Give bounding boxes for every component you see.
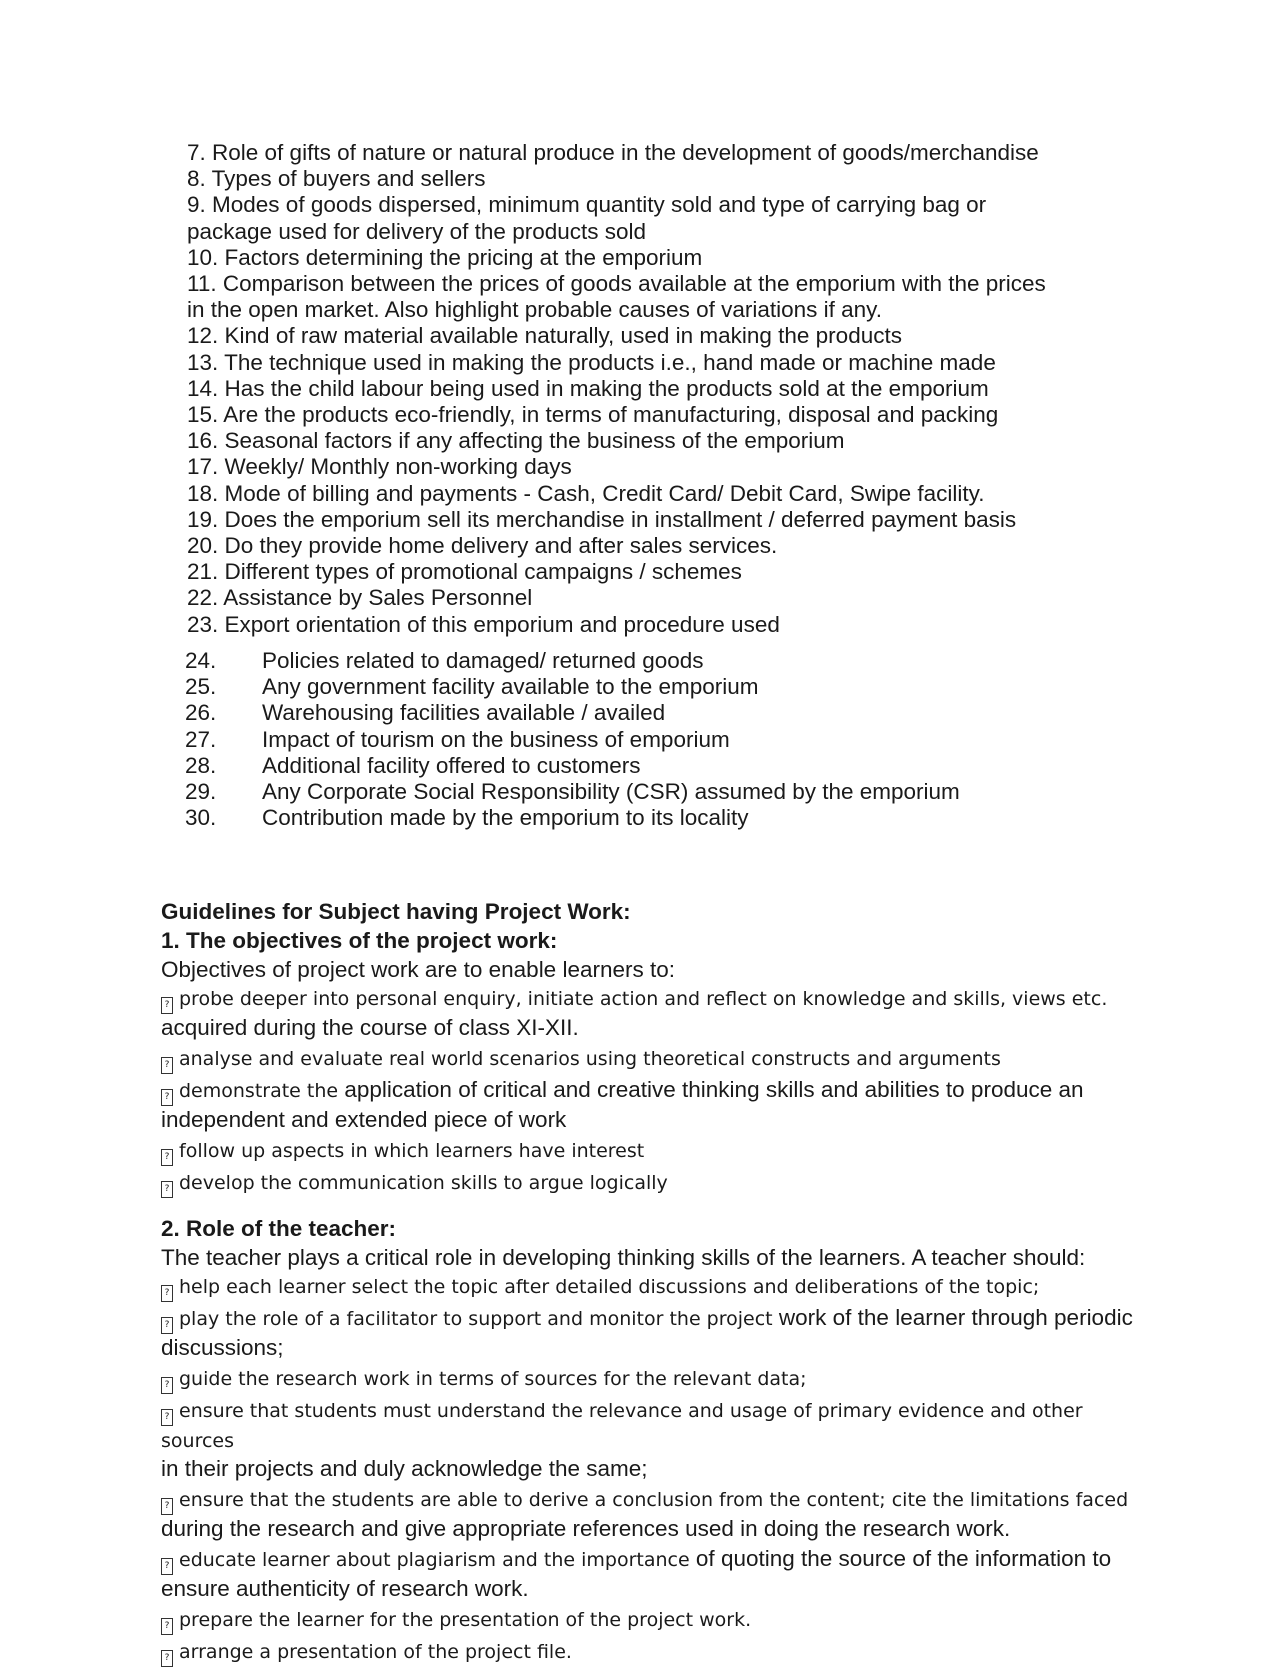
item-text: Any government facility available to the emporium — [262, 674, 759, 700]
missing-glyph-icon: ? — [161, 1498, 173, 1515]
missing-glyph-icon: ? — [161, 1089, 173, 1106]
list-item: 21. Different types of promotional campaigns / schemes — [187, 559, 742, 585]
list-item: 18. Mode of billing and payments - Cash, Credit Card/ Debit Card, Swipe facility. — [187, 480, 985, 506]
list-item: 13. The technique used in making the products i.e., hand made or machine made — [187, 349, 996, 375]
item-text: Impact of tourism on the business of emporium — [262, 726, 730, 752]
item-number: 25. — [185, 674, 217, 700]
missing-glyph-icon: ? — [161, 1317, 173, 1334]
teacher-bullet: ? guide the research work in terms of sources for the relevant data; — [161, 1364, 1161, 1394]
objectives-intro: Objectives of project work are to enable learners to: — [161, 957, 676, 982]
missing-glyph-icon: ? — [161, 1409, 173, 1426]
item-number: 28. — [185, 752, 217, 778]
objective-bullet: ? develop the communication skills to argue logically — [161, 1168, 1161, 1198]
list-item: package used for delivery of the products sold — [187, 218, 647, 244]
item-number: 30. — [185, 805, 217, 831]
list-item — [185, 805, 1085, 831]
list-item: 9. Modes of goods dispersed, minimum quantity sold and type of carrying bag or — [187, 192, 987, 218]
list-item: 23. Export orientation of this emporium and procedure used — [187, 611, 780, 637]
objective-bullet: ? demonstrate the application of critical and creative thinking skills and abilities to produce an independent and extended piece of work — [161, 1077, 1084, 1132]
list-item: 7. Role of gifts of nature or natural produce in the development of goods/merchandise — [187, 140, 1039, 165]
list-item: in the open market. Also highlight probable causes of variations if any. — [187, 297, 882, 323]
objective-bullet: ? follow up aspects in which learners have interest — [161, 1136, 1161, 1166]
item-text: Contribution made by the emporium to its locality — [262, 805, 749, 831]
missing-glyph-icon: ? — [161, 997, 173, 1014]
missing-glyph-icon: ? — [161, 1558, 173, 1575]
item-number: 24. — [185, 648, 217, 673]
guidelines-section — [161, 898, 1161, 1669]
list-item: 22. Assistance by Sales Personnel — [187, 585, 533, 611]
missing-glyph-icon: ? — [161, 1181, 173, 1198]
list-item — [185, 727, 1085, 753]
objectives-heading: 1. The objectives of the project work: — [161, 928, 558, 953]
item-number: 26. — [185, 700, 217, 726]
list-item: 20. Do they provide home delivery and after sales services. — [187, 533, 778, 559]
objective-bullet: ? analyse and evaluate real world scenarios using theoretical constructs and arguments — [161, 1044, 1161, 1074]
list-item — [185, 674, 1085, 700]
teacher-bullet: ? play the role of a facilitator to support and monitor the project work of the learner through periodic discussions; — [161, 1305, 1133, 1360]
item-number: 29. — [185, 779, 217, 805]
missing-glyph-icon: ? — [161, 1149, 173, 1166]
item-text: Additional facility offered to customers — [262, 752, 641, 778]
teacher-bullet: ? ensure that students must understand the relevance and usage of primary evidence and other sources in their projects and duly acknowledge the same; — [161, 1400, 1083, 1481]
list-item — [185, 700, 1085, 726]
teacher-bullet: ? help each learner select the topic after detailed discussions and deliberations of the topic; — [161, 1272, 1161, 1302]
teacher-bullet: ? ensure that the students are able to derive a conclusion from the content; cite the limitations faced during the research and give appropriate references used in doing the research work. — [161, 1489, 1129, 1541]
objective-bullet: ? probe deeper into personal enquiry, initiate action and reflect on knowledge and skills, views etc. acquired during the course of class XI-XII. — [161, 988, 1108, 1040]
list-item: 16. Seasonal factors if any affecting the business of the emporium — [187, 428, 845, 454]
section-heading: Guidelines for Subject having Project Work: — [161, 899, 631, 924]
list-item: 19. Does the emporium sell its merchandise in installment / deferred payment basis — [187, 506, 1017, 532]
list-item: 8. Types of buyers and sellers — [187, 166, 486, 192]
list-item — [185, 753, 1085, 779]
teacher-intro: The teacher plays a critical role in developing thinking skills of the learners. A teacher should: — [161, 1245, 1086, 1270]
teacher-bullet: ? educate learner about plagiarism and the importance of quoting the source of the information to ensure authenticity of research work. — [161, 1546, 1112, 1601]
list-item — [185, 779, 1085, 805]
item-number: 27. — [185, 726, 217, 752]
teacher-heading: 2. Role of the teacher: — [161, 1216, 397, 1241]
list-item: 11. Comparison between the prices of goods available at the emporium with the prices — [187, 271, 1046, 297]
missing-glyph-icon: ? — [161, 1057, 173, 1074]
study-points-table — [185, 648, 1085, 831]
missing-glyph-icon: ? — [161, 1377, 173, 1394]
list-item: 10. Factors determining the pricing at the emporium — [187, 244, 703, 270]
list-item: 14. Has the child labour being used in making the products sold at the emporium — [187, 375, 989, 401]
teacher-bullet: ? arrange a presentation of the project file. — [161, 1637, 1161, 1667]
item-text: Policies related to damaged/ returned goods — [262, 648, 704, 673]
list-item: 12. Kind of raw material available naturally, used in making the products — [187, 323, 902, 349]
list-item: 15. Are the products eco-friendly, in terms of manufacturing, disposal and packing — [187, 402, 999, 428]
list-item — [185, 648, 1085, 674]
study-points-list — [187, 140, 1087, 638]
list-item: 17. Weekly/ Monthly non-working days — [187, 454, 572, 480]
missing-glyph-icon: ? — [161, 1285, 173, 1302]
missing-glyph-icon: ? — [161, 1618, 173, 1635]
missing-glyph-icon: ? — [161, 1650, 173, 1667]
teacher-bullet: ? prepare the learner for the presentation of the project work. — [161, 1605, 1161, 1635]
item-text: Any Corporate Social Responsibility (CSR) assumed by the emporium — [262, 779, 960, 805]
item-text: Warehousing facilities available / availed — [262, 700, 666, 726]
